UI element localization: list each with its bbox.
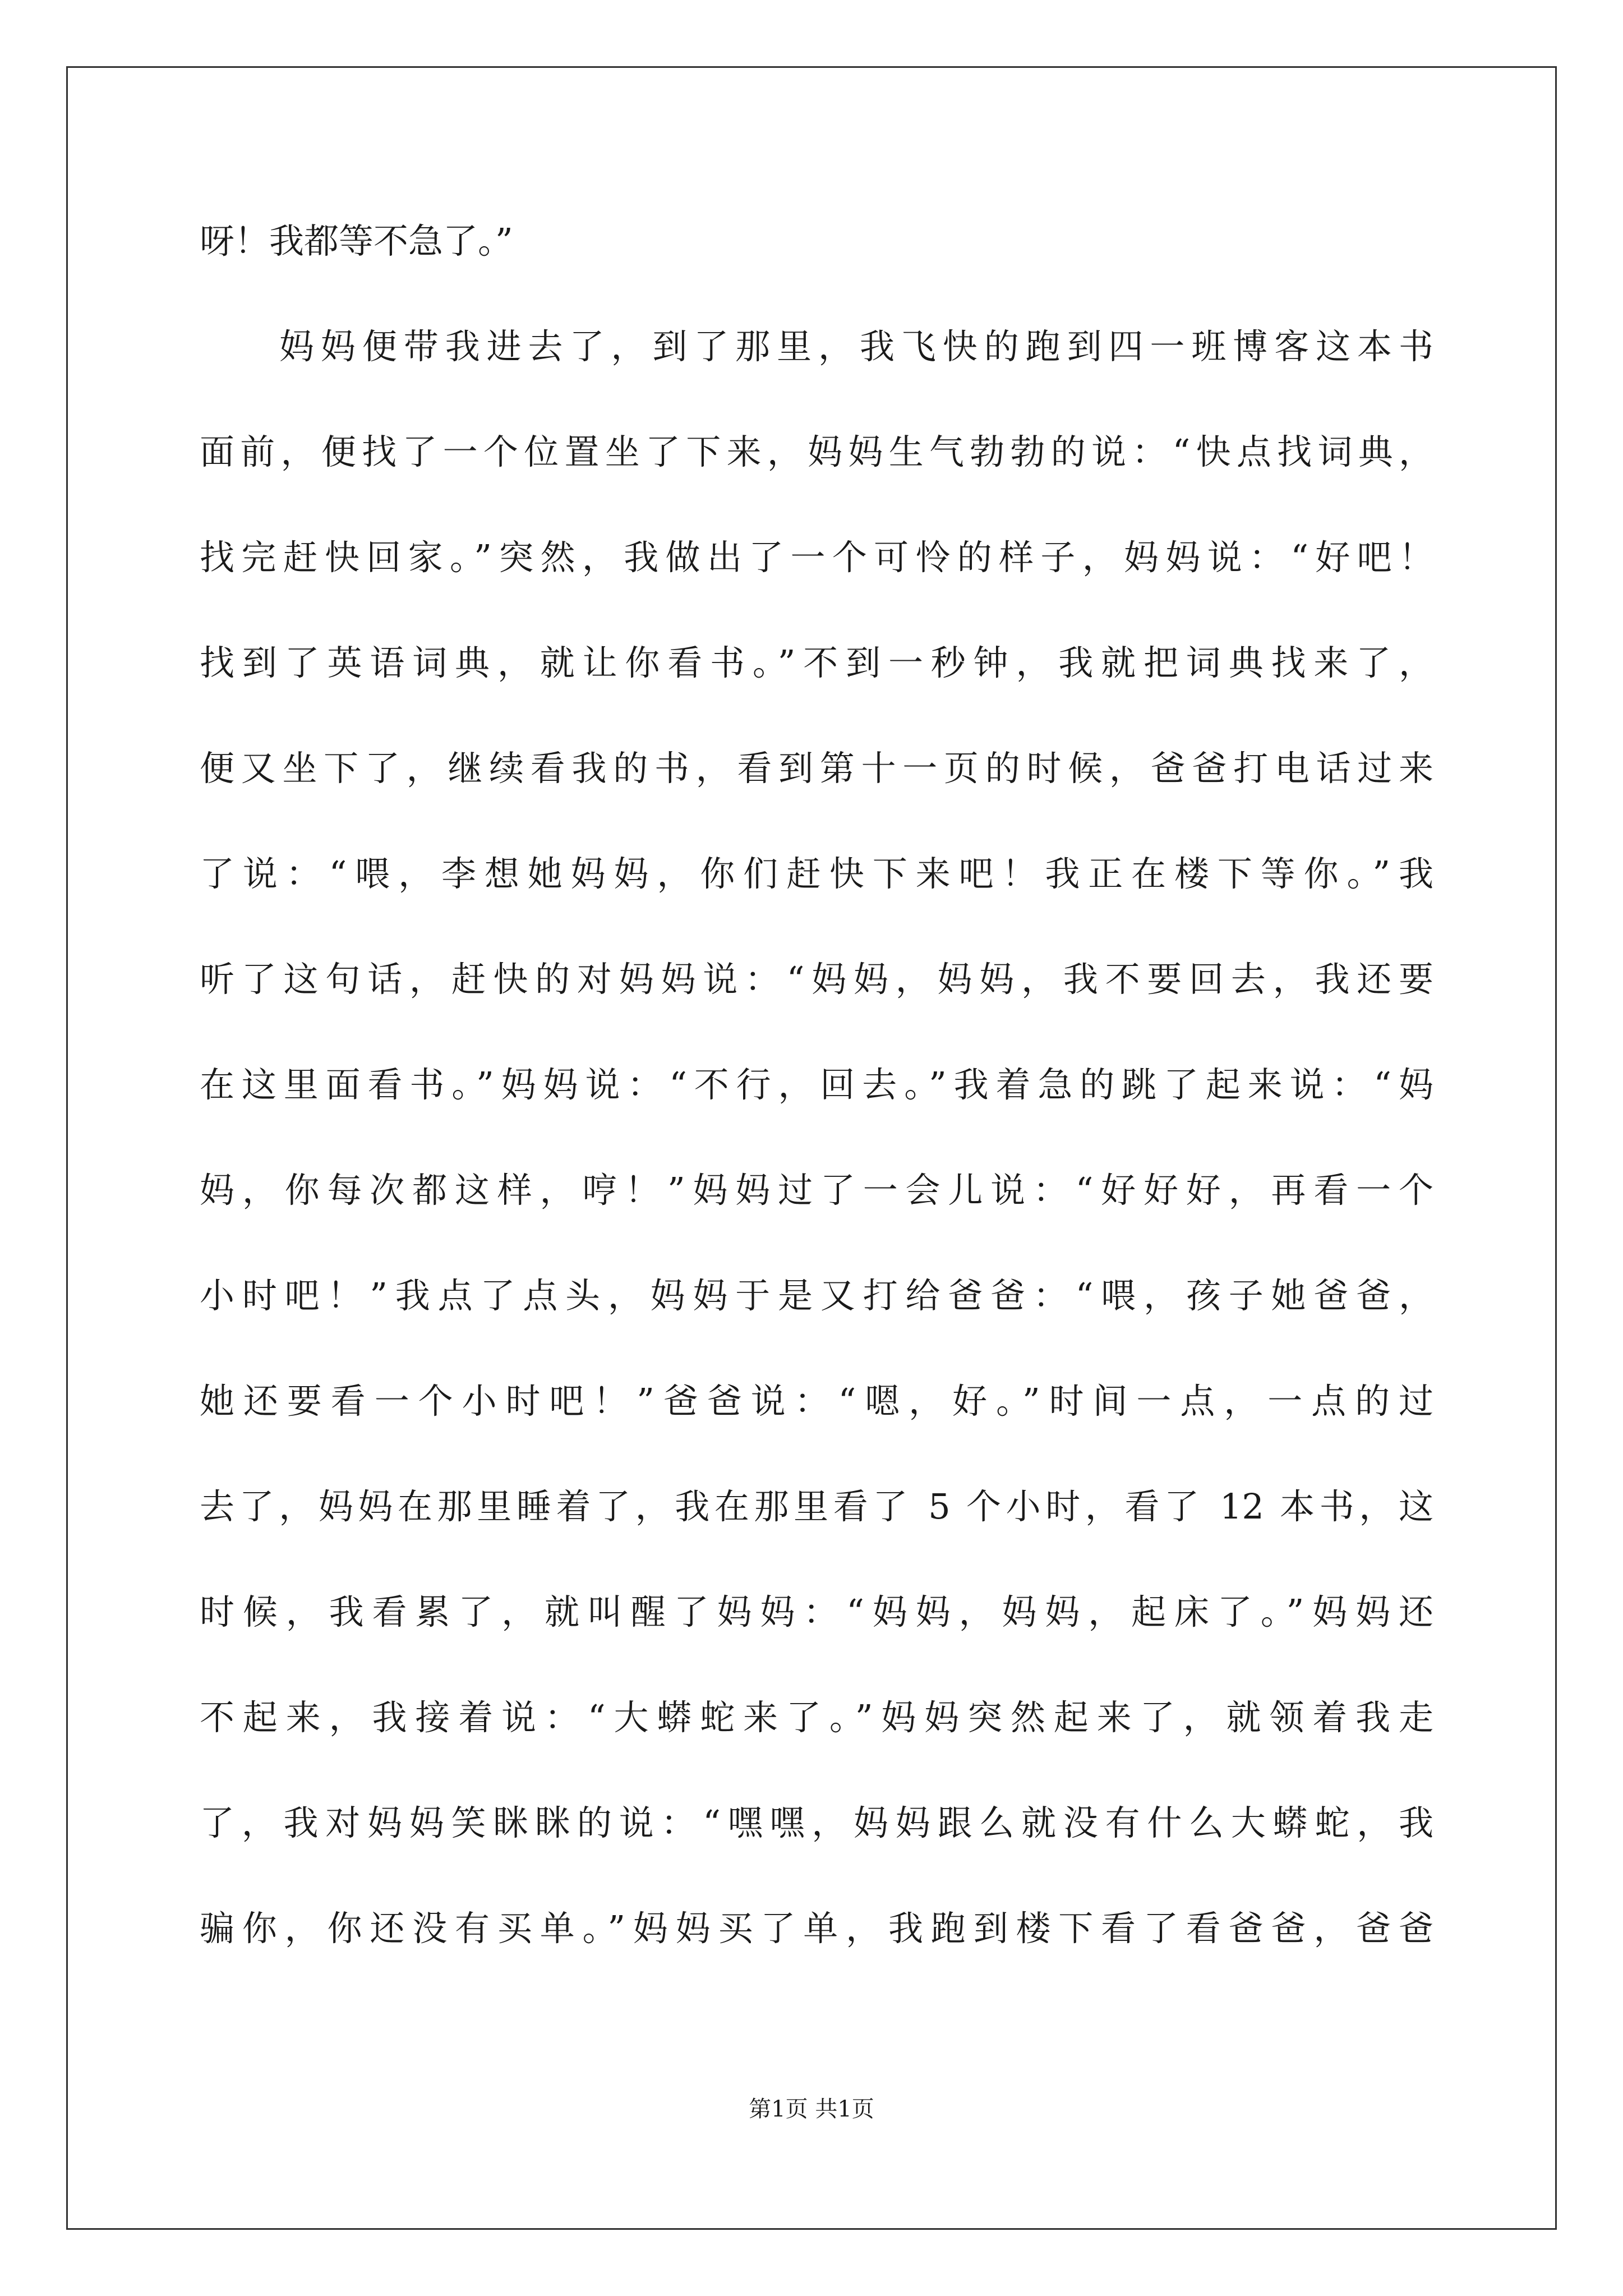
body-text-line-12: 她还要看一个小时吧！”爸爸说：“嗯，好。”时间一点，一点的过	[200, 1381, 1433, 1421]
body-text-line-10: 妈，你每次都这样，哼！”妈妈过了一会儿说：“好好好，再看一个	[200, 1170, 1433, 1211]
body-text-line-8: 听了这句话，赶快的对妈妈说：“妈妈，妈妈，我不要回去，我还要	[200, 959, 1433, 1000]
page-border	[66, 66, 1557, 2230]
body-text-line-7: 了说：“喂，李想她妈妈，你们赶快下来吧！我正在楼下等你。”我	[200, 853, 1433, 894]
body-text-line-17: 骗你，你还没有买单。”妈妈买了单，我跑到楼下看了看爸爸，爸爸	[200, 1908, 1433, 1949]
body-text-line-1: 呀！我都等不急了。”	[200, 220, 513, 261]
body-text-line-14: 时候，我看累了，就叫醒了妈妈：“妈妈，妈妈，起床了。”妈妈还	[200, 1591, 1433, 1632]
page-number-footer: 第1页 共1页	[749, 2096, 874, 2122]
body-text-line-16: 了，我对妈妈笑眯眯的说：“嘿嘿，妈妈跟么就没有什么大蟒蛇，我	[200, 1802, 1433, 1843]
body-text-line-5: 找到了英语词典，就让你看书。”不到一秒钟，我就把词典找来了，	[200, 642, 1433, 683]
body-text-line-3: 面前，便找了一个位置坐了下来，妈妈生气勃勃的说：“快点找词典，	[200, 431, 1433, 472]
body-text-line-13: 去了，妈妈在那里睡着了，我在那里看了 5 个小时，看了 12 本书，这	[200, 1486, 1433, 1527]
body-text-line-6: 便又坐下了，继续看我的书，看到第十一页的时候，爸爸打电话过来	[200, 748, 1433, 789]
body-text-line-9: 在这里面看书。”妈妈说：“不行，回去。”我着急的跳了起来说：“妈	[200, 1064, 1433, 1105]
body-text-line-15: 不起来，我接着说：“大蟒蛇来了。”妈妈突然起来了，就领着我走	[200, 1697, 1433, 1738]
body-text-line-11: 小时吧！”我点了点头，妈妈于是又打给爸爸：“喂，孩子她爸爸，	[200, 1275, 1433, 1316]
body-text-line-4: 找完赶快回家。”突然，我做出了一个可怜的样子，妈妈说：“好吧！	[200, 537, 1433, 578]
body-text-line-2: 妈妈便带我进去了，到了那里，我飞快的跑到四一班博客这本书	[279, 326, 1433, 367]
